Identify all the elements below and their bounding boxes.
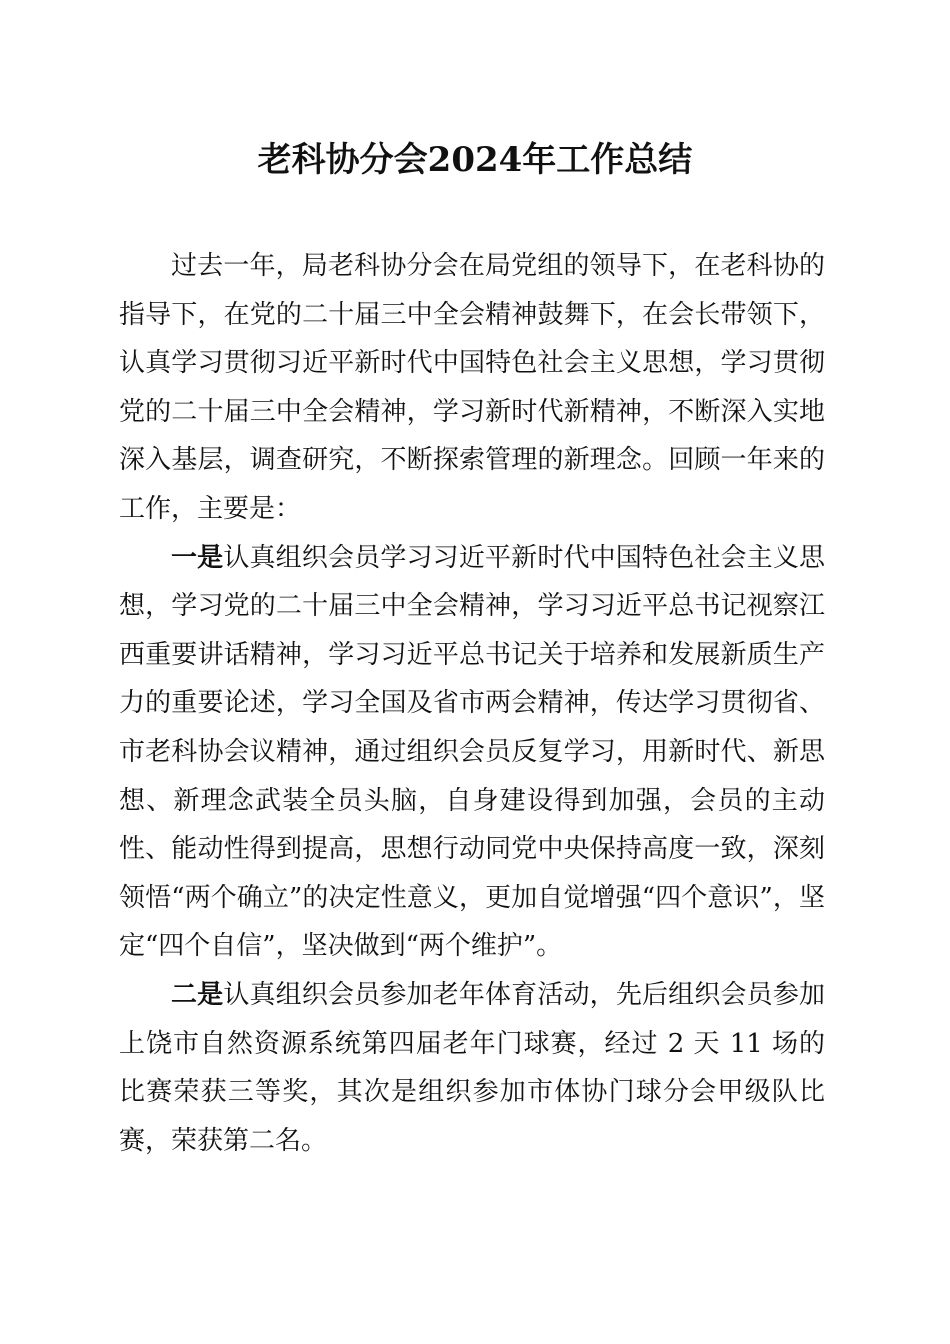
- paragraph-text: 认真组织会员学习习近平新时代中国特色社会主义思想，学习党的二十届三中全会精神，学习习近平总书记视察江西重要讲话精神，学习习近平总书记关于培养和发展新质生产力的重要论述，学习全国及省市两会精神，传达学习贯彻省、市老科协会议精神，通过组织会员反复学习，用新时代、新思想、新理念武装全员头脑，自身建设得到加强，会员的主动性、能动性得到提高，思想行动同党中央保持高度一致，深刻领悟“两个确立”的决定性意义，更加自觉增强“四个意识”，坚定“四个自信”，坚决做到“两个维护”。: [119, 542, 825, 962]
- paragraph-lead: 一是: [171, 542, 224, 573]
- paragraph-second-point: [119, 971, 825, 1165]
- paragraph-text: 过去一年，局老科协分会在局党组的领导下，在老科协的指导下，在党的二十届三中全会精神鼓舞下，在会长带领下，认真学习贯彻习近平新时代中国特色社会主义思想，学习贯彻党的二十届三中全会精神，学习新时代新精神，不断深入实地深入基层，调查研究，不断探索管理的新理念。回顾一年来的工作，主要是：: [119, 251, 825, 524]
- paragraph-text: 认真组织会员参加老年体育活动，先后组织会员参加上饶市自然资源系统第四届老年门球赛，经过 2 天 11 场的比赛荣获三等奖，其次是组织参加市体协门球分会甲级队比赛，荣获第二名。: [119, 979, 825, 1156]
- document-body: [119, 242, 825, 1165]
- paragraph-first-point: [119, 534, 825, 971]
- paragraph-intro: [119, 242, 825, 534]
- paragraph-lead: 二是: [171, 979, 224, 1010]
- document-title: 老科协分会2024年工作总结: [257, 140, 693, 180]
